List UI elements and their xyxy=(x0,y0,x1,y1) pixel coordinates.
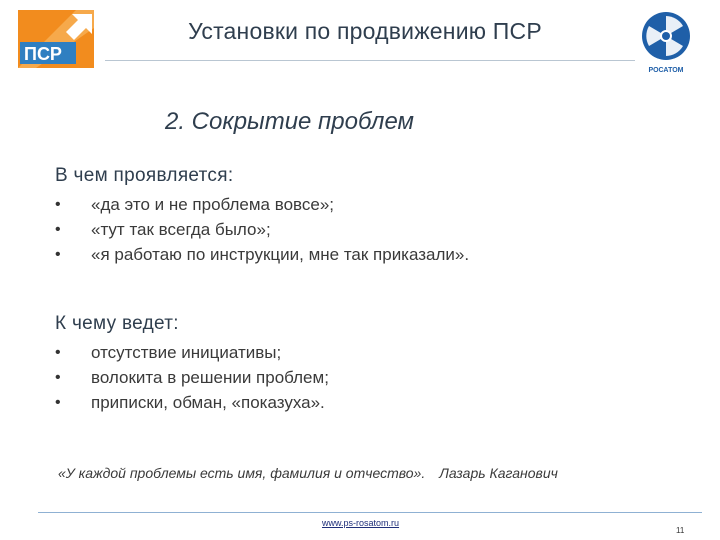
psr-logo-text: ПСР xyxy=(24,44,62,64)
section-title: 2. Сокрытие проблем xyxy=(165,108,414,135)
list-item-text: отсутствие инициативы; xyxy=(91,343,282,362)
bullet-icon: • xyxy=(55,196,61,213)
page-number: 11 xyxy=(676,526,685,535)
bullet-icon: • xyxy=(55,394,61,411)
list-item xyxy=(55,340,329,365)
list-item-text: волокита в решении проблем; xyxy=(91,368,329,387)
bullet-icon: • xyxy=(55,344,61,361)
list-item xyxy=(55,365,329,390)
list-item xyxy=(55,192,469,217)
list-item xyxy=(55,242,469,267)
quote xyxy=(58,465,558,481)
rosatom-logo-text: РОСАТОМ xyxy=(648,67,684,74)
psr-logo xyxy=(16,8,96,70)
bullet-icon: • xyxy=(55,221,61,238)
bullet-icon: • xyxy=(55,369,61,386)
footer-divider xyxy=(38,512,702,513)
consequences-list xyxy=(55,340,329,415)
quote-author: Лазарь Каганович xyxy=(439,465,558,481)
list-item-text: приписки, обман, «показуха». xyxy=(91,393,325,412)
list-item-text: «тут так всегда было»; xyxy=(91,220,271,239)
list-item-text: «я работаю по инструкции, мне так приказали». xyxy=(91,245,470,264)
bullet-icon: • xyxy=(55,246,61,263)
footer-website-link[interactable]: www.ps-rosatom.ru xyxy=(322,518,400,528)
list-item-text: «да это и не проблема вовсе»; xyxy=(91,195,335,214)
header-divider xyxy=(105,60,635,61)
page-title: Установки по продвижению ПСР xyxy=(188,18,542,44)
consequences-heading: К чему ведет: xyxy=(55,313,179,334)
list-item xyxy=(55,390,329,415)
rosatom-logo xyxy=(630,6,702,78)
manifestation-list xyxy=(55,192,469,267)
list-item xyxy=(55,217,469,242)
quote-text: «У каждой проблемы есть имя, фамилия и отчество». xyxy=(58,465,426,481)
manifestation-heading: В чем проявляется: xyxy=(55,165,234,186)
